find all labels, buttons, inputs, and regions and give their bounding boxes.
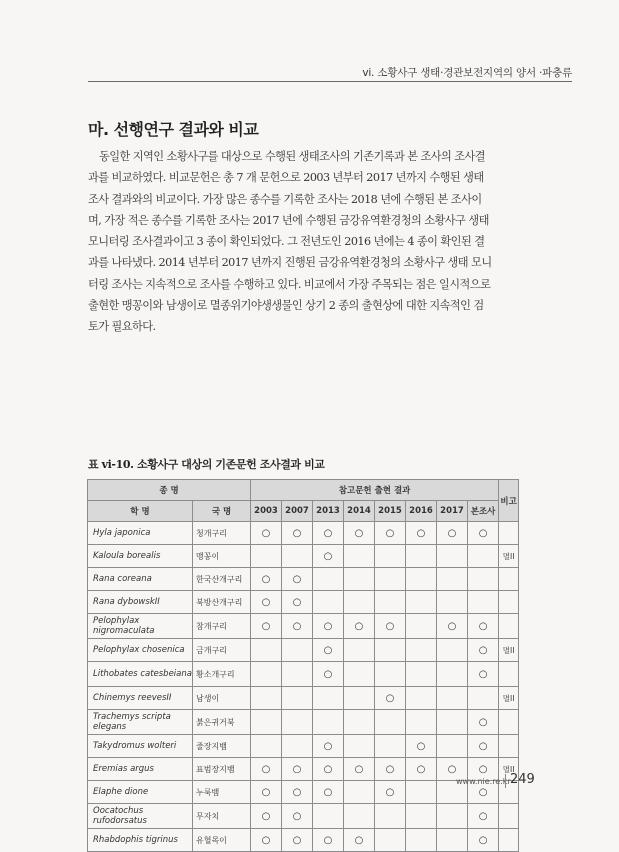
occurrence-cell: ○: [313, 758, 344, 781]
occurrence-cell: [251, 545, 282, 568]
occurrence-cell: ○: [251, 614, 282, 639]
occurrence-cell: [468, 545, 499, 568]
occurrence-cell: [375, 829, 406, 852]
korean-name-header: 국 명: [193, 501, 251, 522]
occurrence-cell: [344, 687, 375, 710]
body-line: 며, 가장 적은 종수를 기록한 조사는 2017 년에 수행된 금강유역환경청의 소황사구 생태: [88, 213, 489, 227]
table-row: [88, 735, 519, 758]
occurrence-cell: [437, 591, 468, 614]
korean-name-cell: 남생이: [193, 687, 251, 710]
scientific-name-cell: Chinemys reevesII: [88, 687, 193, 710]
occurrence-cell: [375, 804, 406, 829]
korean-name-cell: 금개구리: [193, 639, 251, 662]
year-header: 본조사: [468, 501, 499, 522]
scientific-name-cell: Pelophylax chosenica: [88, 639, 193, 662]
table-row: [88, 829, 519, 852]
occurrence-cell: ○: [406, 758, 437, 781]
note-cell: [499, 710, 519, 735]
occurrence-cell: [437, 804, 468, 829]
year-header: 2003: [251, 501, 282, 522]
occurrence-cell: ○: [313, 522, 344, 545]
note-cell: [499, 614, 519, 639]
occurrence-cell: [251, 662, 282, 687]
occurrence-cell: [251, 735, 282, 758]
scientific-name-cell: Rana dybowskII: [88, 591, 193, 614]
year-header: 2013: [313, 501, 344, 522]
occurrence-cell: [406, 614, 437, 639]
occurrence-cell: [406, 781, 437, 804]
occurrence-cell: ○: [282, 614, 313, 639]
occurrence-cell: [406, 662, 437, 687]
species-group-header: 종 명: [88, 480, 251, 501]
note-cell: [499, 735, 519, 758]
occurrence-cell: ○: [313, 614, 344, 639]
occurrence-cell: [375, 568, 406, 591]
occurrence-cell: ○: [282, 758, 313, 781]
occurrence-cell: ○: [468, 522, 499, 545]
occurrence-cell: [375, 662, 406, 687]
references-group-header: 참고문헌 출현 결과: [251, 480, 499, 501]
note-cell: [499, 829, 519, 852]
body-line: 조사 결과와의 비교이다. 가장 많은 종수를 기록한 조사는 2018 년에 수행된 본 조사이: [88, 192, 482, 206]
occurrence-cell: [313, 804, 344, 829]
scientific-name-header: 학 명: [88, 501, 193, 522]
occurrence-cell: [282, 662, 313, 687]
body-paragraph: [88, 146, 532, 338]
occurrence-cell: ○: [437, 522, 468, 545]
comparison-table: [87, 479, 519, 852]
note-cell: [499, 568, 519, 591]
running-header: vi. 소황사구 생태·경관보전지역의 양서 ·파충류: [362, 67, 572, 79]
occurrence-cell: [375, 545, 406, 568]
occurrence-cell: [468, 591, 499, 614]
occurrence-cell: [344, 545, 375, 568]
occurrence-cell: ○: [313, 829, 344, 852]
occurrence-cell: [437, 687, 468, 710]
occurrence-cell: [468, 568, 499, 591]
occurrence-cell: ○: [282, 591, 313, 614]
korean-name-cell: 무자치: [193, 804, 251, 829]
scientific-name-cell: Rana coreana: [88, 568, 193, 591]
body-line: 과를 비교하였다. 비교문헌은 총 7 개 문헌으로 2003 년부터 2017 년까지 수행된 생태: [88, 171, 484, 185]
table-row: [88, 710, 519, 735]
note-cell: [499, 662, 519, 687]
occurrence-cell: [406, 829, 437, 852]
table-row: [88, 758, 519, 781]
year-header: 2016: [406, 501, 437, 522]
occurrence-cell: [344, 804, 375, 829]
page-number: 249: [510, 772, 535, 787]
occurrence-cell: [313, 710, 344, 735]
occurrence-cell: [375, 735, 406, 758]
body-line: 토가 필요하다.: [88, 320, 156, 334]
korean-name-cell: 한국산개구리: [193, 568, 251, 591]
scientific-name-cell: Trachemys scripta elegans: [88, 710, 193, 735]
occurrence-cell: ○: [251, 522, 282, 545]
korean-name-cell: 황소개구리: [193, 662, 251, 687]
occurrence-cell: [437, 639, 468, 662]
occurrence-cell: [437, 568, 468, 591]
occurrence-cell: [406, 804, 437, 829]
occurrence-cell: ○: [282, 781, 313, 804]
occurrence-cell: ○: [375, 758, 406, 781]
occurrence-cell: [375, 639, 406, 662]
occurrence-cell: [313, 591, 344, 614]
scientific-name-cell: Hyla japonica: [88, 522, 193, 545]
section-title: 마. 선행연구 결과와 비교: [88, 120, 259, 139]
occurrence-cell: ○: [344, 829, 375, 852]
scientific-name-cell: Oocatochus rufodorsatus: [88, 804, 193, 829]
occurrence-cell: [282, 545, 313, 568]
occurrence-cell: ○: [375, 614, 406, 639]
scientific-name-cell: Takydromus wolteri: [88, 735, 193, 758]
year-header: 2007: [282, 501, 313, 522]
footer-divider: [505, 774, 506, 788]
occurrence-cell: ○: [313, 545, 344, 568]
korean-name-cell: 누룩뱀: [193, 781, 251, 804]
occurrence-cell: [406, 591, 437, 614]
occurrence-cell: [344, 639, 375, 662]
occurrence-cell: ○: [313, 781, 344, 804]
occurrence-cell: ○: [468, 781, 499, 804]
occurrence-cell: [344, 662, 375, 687]
occurrence-cell: ○: [406, 522, 437, 545]
scientific-name-cell: Pelophylax nigromaculata: [88, 614, 193, 639]
note-cell: 멸II: [499, 639, 519, 662]
occurrence-cell: [375, 710, 406, 735]
scientific-name-cell: Rhabdophis tigrinus: [88, 829, 193, 852]
occurrence-cell: ○: [468, 662, 499, 687]
note-cell: [499, 804, 519, 829]
occurrence-cell: [344, 781, 375, 804]
occurrence-cell: [344, 735, 375, 758]
year-header: 2015: [375, 501, 406, 522]
occurrence-cell: [282, 687, 313, 710]
occurrence-cell: ○: [313, 639, 344, 662]
body-line: 모니터링 조사결과이고 3 종이 확인되었다. 그 전년도인 2016 년에는 4 종이 확인된 결: [88, 235, 485, 249]
occurrence-cell: ○: [251, 804, 282, 829]
body-line: 동일한 지역인 소황사구를 대상으로 수행된 생태조사의 기존기록과 본 조사의 조사결: [99, 150, 486, 163]
occurrence-cell: ○: [468, 804, 499, 829]
korean-name-cell: 줄장지뱀: [193, 735, 251, 758]
occurrence-cell: ○: [468, 758, 499, 781]
table-row: [88, 781, 519, 804]
scientific-name-cell: Elaphe dione: [88, 781, 193, 804]
occurrence-cell: ○: [344, 614, 375, 639]
occurrence-cell: [282, 735, 313, 758]
body-line: 터링 조사는 지속적으로 조사를 수행하고 있다. 비교에서 가장 주목되는 점은 일시적으로: [88, 277, 491, 291]
body-line: 과를 나타냈다. 2014 년부터 2017 년까지 진행된 금강유역환경청의 소황사구 생태 모니: [88, 256, 492, 270]
occurrence-cell: ○: [313, 735, 344, 758]
scientific-name-cell: Eremias argus: [88, 758, 193, 781]
occurrence-cell: [251, 710, 282, 735]
table-row: [88, 639, 519, 662]
table-row: [88, 545, 519, 568]
occurrence-cell: [282, 639, 313, 662]
table-row: [88, 568, 519, 591]
note-cell: 멸II: [499, 758, 519, 781]
occurrence-cell: [313, 568, 344, 591]
korean-name-cell: 표범장지뱀: [193, 758, 251, 781]
footer-url: www.nie.re.kr: [456, 777, 511, 786]
occurrence-cell: ○: [406, 735, 437, 758]
occurrence-cell: ○: [251, 568, 282, 591]
occurrence-cell: [406, 687, 437, 710]
occurrence-cell: [313, 687, 344, 710]
korean-name-cell: 맹꽁이: [193, 545, 251, 568]
table-row: [88, 804, 519, 829]
table-row: [88, 614, 519, 639]
table-caption-label: 표 vi-10.: [88, 458, 134, 471]
occurrence-cell: [437, 829, 468, 852]
occurrence-cell: [437, 662, 468, 687]
occurrence-cell: [282, 710, 313, 735]
note-cell: [499, 591, 519, 614]
occurrence-cell: ○: [282, 829, 313, 852]
year-header: 2017: [437, 501, 468, 522]
occurrence-cell: [437, 710, 468, 735]
occurrence-cell: [406, 710, 437, 735]
occurrence-cell: ○: [375, 687, 406, 710]
note-cell: 멸II: [499, 545, 519, 568]
occurrence-cell: [344, 568, 375, 591]
occurrence-cell: ○: [313, 662, 344, 687]
occurrence-cell: ○: [437, 614, 468, 639]
occurrence-cell: ○: [251, 829, 282, 852]
occurrence-cell: ○: [375, 781, 406, 804]
table-row: [88, 522, 519, 545]
scientific-name-cell: Kaloula borealis: [88, 545, 193, 568]
korean-name-cell: 참개구리: [193, 614, 251, 639]
occurrence-cell: [344, 710, 375, 735]
occurrence-cell: ○: [468, 710, 499, 735]
table-row: [88, 591, 519, 614]
korean-name-cell: 유혈목이: [193, 829, 251, 852]
occurrence-cell: [406, 639, 437, 662]
occurrence-cell: ○: [251, 781, 282, 804]
header-rule: [88, 81, 572, 82]
occurrence-cell: ○: [468, 639, 499, 662]
occurrence-cell: ○: [468, 735, 499, 758]
occurrence-cell: ○: [344, 758, 375, 781]
occurrence-cell: ○: [251, 591, 282, 614]
occurrence-cell: ○: [251, 758, 282, 781]
occurrence-cell: ○: [437, 758, 468, 781]
note-header: 비고: [499, 480, 519, 522]
occurrence-cell: ○: [282, 568, 313, 591]
table-row: [88, 687, 519, 710]
year-header: 2014: [344, 501, 375, 522]
occurrence-cell: [406, 545, 437, 568]
body-line: 출현한 맹꽁이와 남생이로 멸종위기야생생물인 상기 2 종의 출현상에 대한 지속적인 검: [88, 299, 484, 313]
occurrence-cell: ○: [282, 804, 313, 829]
occurrence-cell: [468, 687, 499, 710]
table-row: [88, 662, 519, 687]
korean-name-cell: 청개구리: [193, 522, 251, 545]
occurrence-cell: ○: [468, 829, 499, 852]
occurrence-cell: [375, 591, 406, 614]
occurrence-cell: ○: [282, 522, 313, 545]
occurrence-cell: [437, 545, 468, 568]
note-cell: 멸II: [499, 687, 519, 710]
occurrence-cell: [437, 735, 468, 758]
occurrence-cell: [406, 568, 437, 591]
table-caption-text: 소황사구 대상의 기존문헌 조사결과 비교: [136, 458, 325, 471]
korean-name-cell: 붉은귀거북: [193, 710, 251, 735]
occurrence-cell: ○: [468, 614, 499, 639]
scientific-name-cell: Lithobates catesbeiana: [88, 662, 193, 687]
occurrence-cell: ○: [375, 522, 406, 545]
occurrence-cell: [251, 639, 282, 662]
occurrence-cell: [251, 687, 282, 710]
table-caption: [88, 456, 325, 472]
note-cell: [499, 522, 519, 545]
occurrence-cell: ○: [344, 522, 375, 545]
korean-name-cell: 북방산개구리: [193, 591, 251, 614]
occurrence-cell: [344, 591, 375, 614]
